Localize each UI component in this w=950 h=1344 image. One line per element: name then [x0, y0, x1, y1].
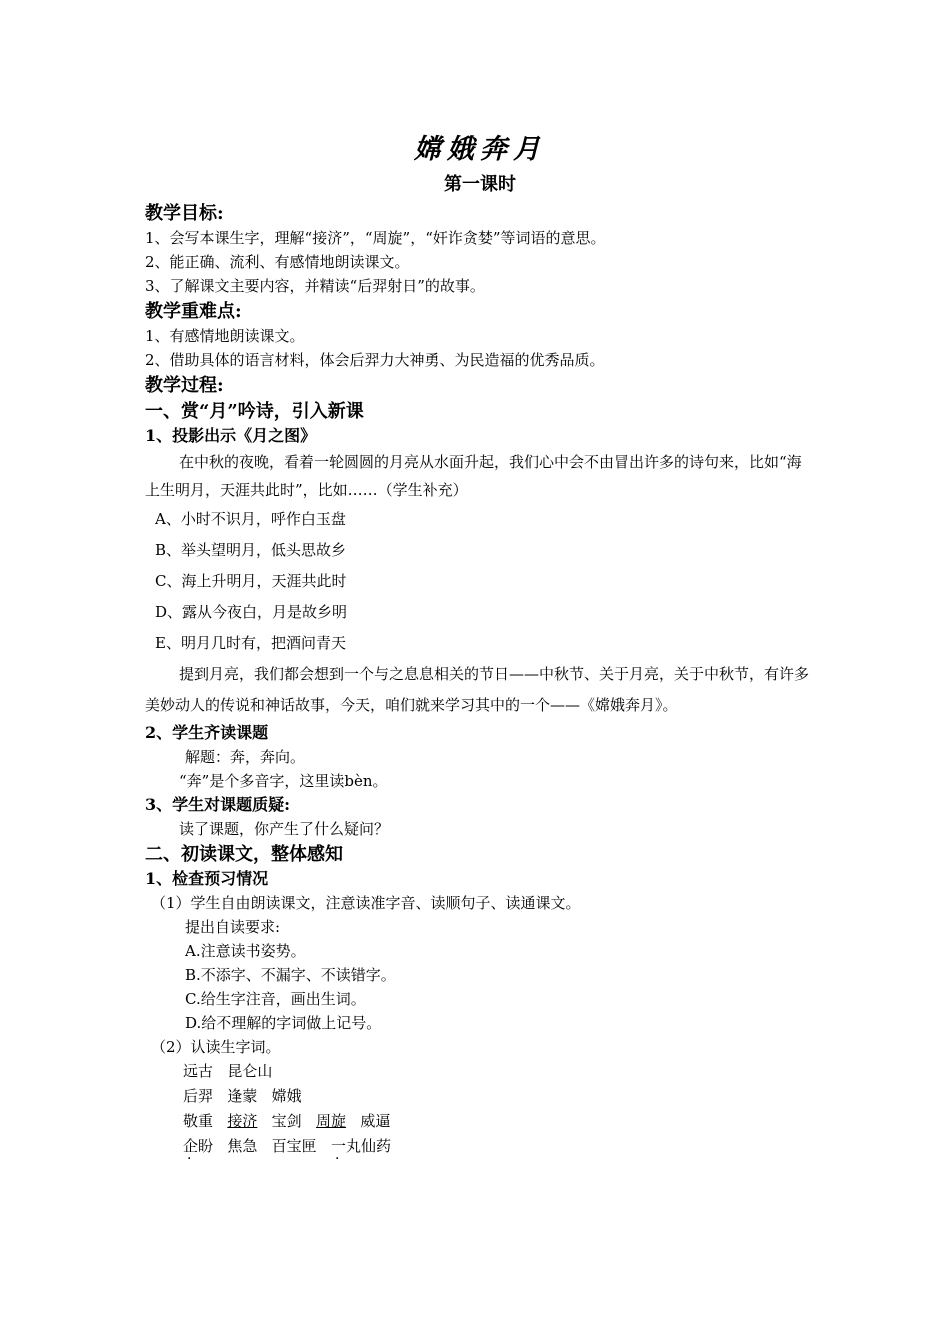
vocab-word: 嫦娥	[271, 1087, 302, 1105]
section-1-3-line: 读了课题，你产生了什么疑问？	[179, 820, 390, 838]
requirement-item: B.不添字、不漏字、不读错字。	[185, 966, 396, 984]
vocab-row	[145, 1084, 815, 1109]
vocab-row	[145, 1109, 815, 1134]
goal-item: 2、能正确、流利、有感情地朗读课文。	[145, 253, 410, 271]
section-2-1-item-b: （2）认读生字词。	[151, 1038, 281, 1056]
vocab-word: 昆仑山	[227, 1062, 273, 1080]
poem-line: B、举头望明月，低头思故乡	[155, 541, 347, 559]
document-page	[145, 130, 815, 1159]
section-1-heading: 一、赏“月”吟诗，引入新课	[145, 401, 364, 422]
vocab-word: 逢蒙	[227, 1087, 258, 1105]
vocab-row	[145, 1059, 815, 1084]
self-reading-requirements-title: 提出自读要求:	[185, 918, 281, 936]
section-1-2-heading: 2、学生齐读课题	[145, 723, 269, 742]
section-1-2-line: 解题：奔，奔向。	[185, 748, 306, 766]
section-1-2-line: “奔”是个多音字，这里读bèn。	[179, 772, 388, 790]
poem-line: D、露从今夜白，月是故乡明	[155, 603, 348, 621]
vocab-word: 远古	[183, 1062, 214, 1080]
section-1-1-paragraph: 在中秋的夜晚，看着一轮圆圆的月亮从水面升起，我们心中会不由冒出许多的诗句来，比如“海上生明月，天涯共此时”，比如……（学生补充）	[145, 453, 802, 499]
poem-line: A、小时不识月，呼作白玉盘	[155, 510, 346, 528]
section-1-3-heading: 3、学生对课题质疑:	[145, 795, 291, 814]
vocab-row	[145, 1134, 815, 1159]
section-1-1-paragraph-2: 提到月亮，我们都会想到一个与之息息相关的节日——中秋节、关于月亮，关于中秋节，有许多美妙动人的传说和神话故事，今天，咱们就来学习其中的一个——《嫦娥奔月》。	[145, 665, 810, 714]
vocab-word: 后羿	[183, 1087, 214, 1105]
vocab-word: 威逼	[360, 1112, 391, 1130]
vocab-word-underlined: 接济	[227, 1112, 258, 1130]
process-heading: 教学过程:	[145, 375, 224, 396]
doc-title: 嫦娥奔月	[414, 134, 546, 165]
vocab-word: 焦急	[227, 1137, 258, 1155]
key-point-item: 2、借助具体的语言材料，体会后羿力大神勇、为民造福的优秀品质。	[145, 351, 605, 369]
section-2-heading: 二、初读课文，整体感知	[145, 844, 343, 865]
vocab-word: 宝剑	[271, 1112, 302, 1130]
goals-heading: 教学目标:	[145, 203, 224, 224]
section-1-1-heading: 1、投影出示《月之图》	[145, 426, 317, 445]
doc-subtitle: 第一课时	[444, 174, 516, 195]
poem-line: E、明月几时有，把酒问青天	[155, 634, 346, 652]
poem-line: C、海上升明月，天涯共此时	[155, 572, 347, 590]
requirement-item: A.注意读书姿势。	[185, 942, 306, 960]
vocab-word: 敬重	[183, 1112, 214, 1130]
section-2-1-heading: 1、检查预习情况	[145, 869, 269, 888]
goal-item: 1、会写本课生字，理解“接济”，“周旋”，“奸诈贪婪”等词语的意思。	[145, 229, 606, 247]
key-point-item: 1、有感情地朗读课文。	[145, 327, 305, 345]
requirement-item: D.给不理解的字词做上记号。	[185, 1014, 382, 1032]
vocab-word-dotted: 企盼	[183, 1137, 214, 1155]
key-points-heading: 教学重难点:	[145, 301, 242, 322]
section-2-1-item-a: （1）学生自由朗读课文，注意读准字音、读顺句子、读通课文。	[151, 894, 581, 912]
vocab-word-underlined: 周旋	[315, 1112, 346, 1130]
vocab-word: 百宝匣	[271, 1137, 317, 1155]
goal-item: 3、了解课文主要内容，并精读“后羿射日”的故事。	[145, 277, 485, 295]
requirement-item: C.给生字注音，画出生词。	[185, 990, 366, 1008]
vocab-word-dotted: 一丸仙药	[330, 1137, 391, 1155]
